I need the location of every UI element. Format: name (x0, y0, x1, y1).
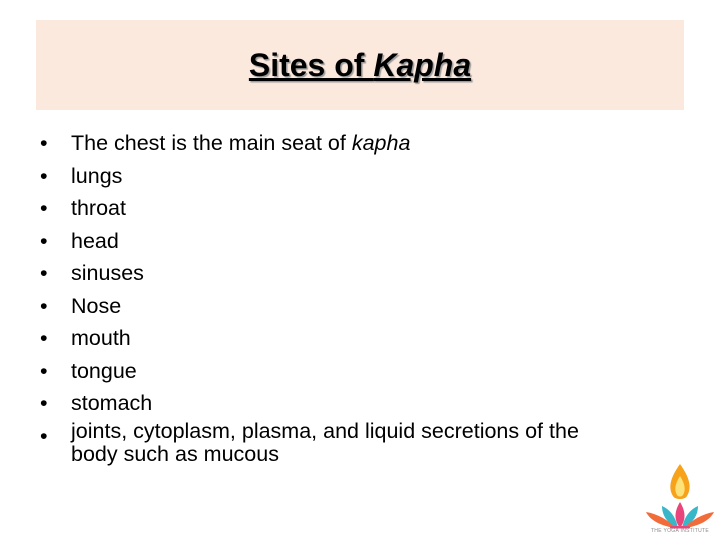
list-item-text: stomach (71, 391, 153, 415)
list-item (40, 160, 680, 193)
slide-title (249, 49, 471, 81)
list-item-text: tongue (71, 358, 137, 383)
sites-list (40, 127, 680, 466)
list-item-text: mouth (71, 326, 131, 350)
bullet-icon: • (40, 423, 48, 448)
list-item-text: The chest is the main seat of (71, 131, 352, 155)
bullet-icon: • (40, 196, 48, 220)
title-emphasis: Kapha (373, 47, 472, 83)
list-item-text-continued: body such as mucous (71, 441, 279, 466)
bullet-icon: • (40, 131, 48, 155)
bullet-icon: • (40, 228, 48, 253)
list-item (40, 355, 680, 388)
bullet-icon: • (40, 293, 48, 318)
logo-caption: THE YOGA INSTITUTE (650, 528, 710, 534)
bullet-icon: • (40, 358, 48, 383)
bullet-icon: • (40, 163, 48, 188)
list-item-text: joints, cytoplasm, plasma, and liquid secretions of the (71, 418, 579, 443)
list-item (40, 290, 680, 323)
list-item (40, 420, 680, 466)
list-item-text: Nose (71, 293, 122, 318)
list-item-text: sinuses (71, 261, 144, 285)
title-prefix: Sites of (248, 47, 374, 83)
list-item-emphasis: kapha (351, 131, 411, 155)
list-item (40, 387, 680, 420)
title-band (36, 20, 684, 110)
list-item (40, 257, 680, 290)
bullet-icon: • (40, 261, 48, 285)
bullet-icon: • (40, 326, 48, 350)
list-item (40, 225, 680, 258)
list-item (40, 127, 680, 160)
list-item-text: lungs (71, 163, 123, 188)
list-item (40, 192, 680, 225)
bullet-icon: • (40, 391, 48, 415)
list-item (40, 322, 680, 355)
list-item-text: throat (71, 196, 126, 220)
list-item-text: head (71, 228, 119, 253)
